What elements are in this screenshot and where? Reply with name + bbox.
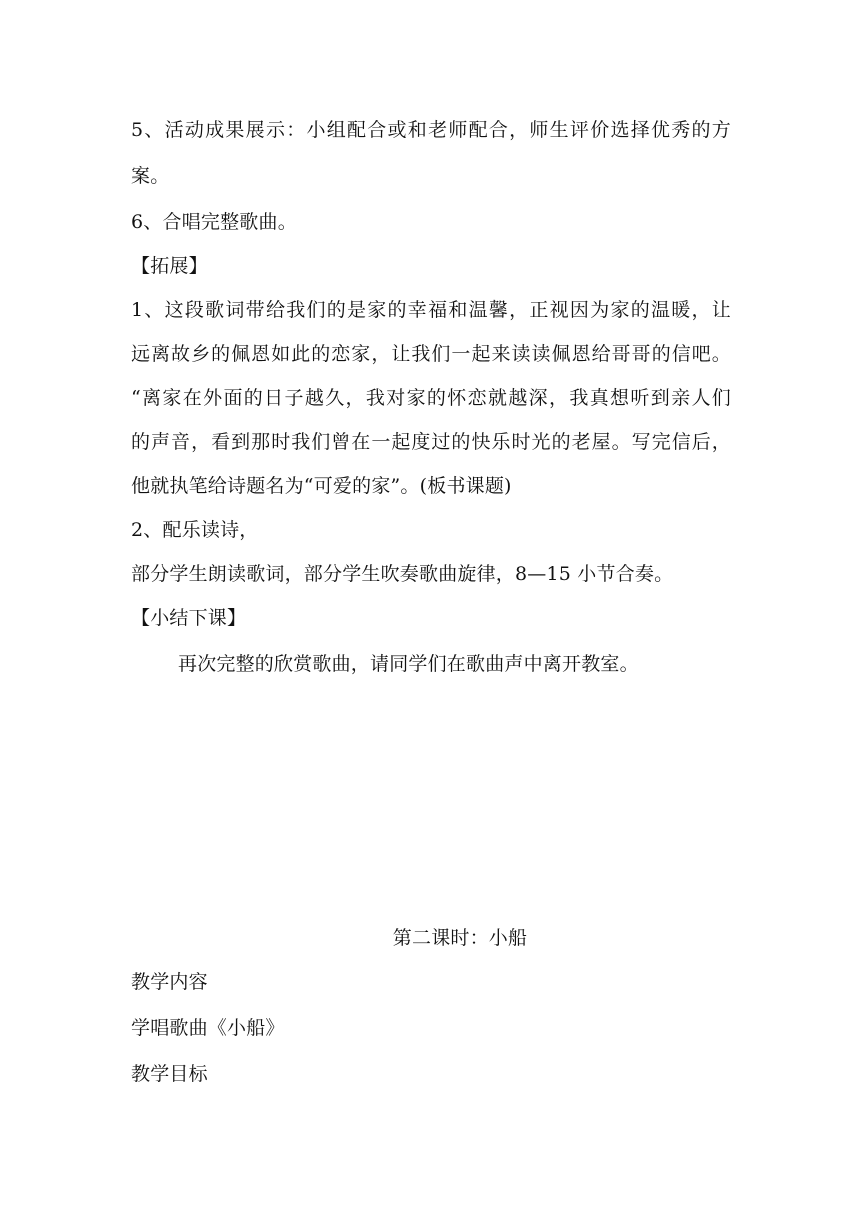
paragraph-line: 5、活动成果展示：小组配合或和老师配合，师生评价选择优秀的方 (131, 119, 731, 141)
paragraph-line: 他就执笔给诗题名为“可爱的家”。(板书课题) (131, 475, 512, 497)
paragraph-line: 6、合唱完整歌曲。 (131, 211, 297, 233)
paragraph-line: 案。 (131, 165, 170, 187)
section-heading: 【拓展】 (131, 255, 208, 277)
paragraph-line: “离家在外面的日子越久，我对家的怀恋就越深，我真想听到亲人们 (131, 387, 731, 409)
section-heading: 【小结下课】 (131, 607, 247, 629)
paragraph-line: 1、这段歌词带给我们的是家的幸福和温馨，正视因为家的温暖，让 (131, 299, 731, 321)
lesson-content: 学唱歌曲《小船》 (131, 1017, 285, 1039)
paragraph-line: 再次完整的欣赏歌曲，请同学们在歌曲声中离开教室。 (178, 653, 639, 675)
lesson-title: 第二课时：小船 (392, 927, 528, 949)
paragraph-line: 部分学生朗读歌词，部分学生吹奏歌曲旋律，8—15 小节合奏。 (131, 563, 674, 585)
paragraph-line: 的声音，看到那时我们曾在一起度过的快乐时光的老屋。写完信后， (131, 431, 731, 453)
paragraph-line: 远离故乡的佩恩如此的恋家，让我们一起来读读佩恩给哥哥的信吧。 (131, 343, 731, 365)
paragraph-line: 2、配乐读诗， (131, 519, 259, 541)
lesson-heading: 教学目标 (131, 1063, 208, 1085)
lesson-heading: 教学内容 (131, 971, 208, 993)
